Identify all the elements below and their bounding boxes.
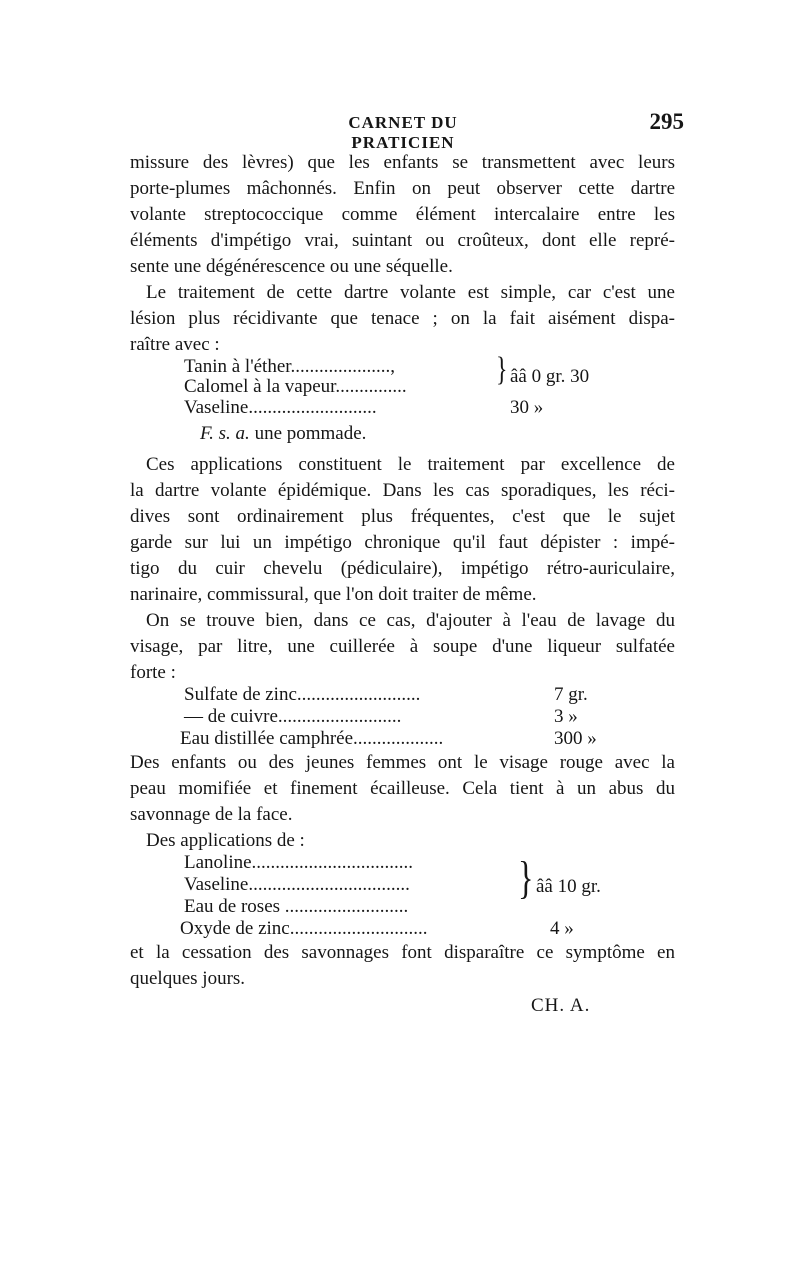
running-title: CARNET DU PRATICIEN <box>348 113 458 152</box>
rx-item-sulfate-zinc: Sulfate de zinc.......................... <box>184 684 421 705</box>
page-number: 295 <box>649 109 684 134</box>
text-line: quelques jours. <box>130 968 246 989</box>
brace-symbol: } <box>518 852 534 903</box>
rx-instruction-abbr: F. s. a. <box>200 423 250 444</box>
text-line: narinaire, commissural, que l'on doit traiter de même. <box>130 584 537 605</box>
rx-dose-oxyde-zinc: 4 » <box>550 918 574 939</box>
rx-instruction-text: une pommade. <box>254 423 367 444</box>
author-signature: CH. A. <box>531 995 591 1016</box>
page-header <box>0 109 800 152</box>
rx-item-eau-roses: Eau de roses .......................... <box>184 896 409 917</box>
text-line: savonnage de la face. <box>130 804 293 825</box>
text-line: Le traitement de cette dartre volante est simple, car c'est une <box>146 282 675 303</box>
text-line: peau momifiée et finement écailleuse. Cela tient à un abus du <box>130 778 675 799</box>
text-line: porte-plumes mâchonnés. Enfin on peut observer cette dartre <box>130 178 675 199</box>
text-line: garde sur lui un impétigo chronique qu'il faut dépister : impé- <box>130 532 675 553</box>
text-line: la dartre volante épidémique. Dans les cas sporadiques, les réci- <box>130 480 675 501</box>
rx-dose-sulfate-zinc: 7 gr. <box>554 684 588 705</box>
text-line: tigo du cuir chevelu (pédiculaire), impétigo rétro-auriculaire, <box>130 558 675 579</box>
text-line: volante streptococcique comme élément intercalaire entre les <box>130 204 675 225</box>
text-line: lésion plus récidivante que tenace ; on la fait aisément dispa- <box>130 308 675 329</box>
text-line: missure des lèvres) que les enfants se transmettent avec leurs <box>130 152 675 173</box>
rx-item-sulfate-cuivre: — de cuivre.......................... <box>184 706 402 727</box>
rx-dose-grouped: ââ 10 gr. <box>536 876 601 897</box>
text-line: Des enfants ou des jeunes femmes ont le visage rouge avec la <box>130 752 675 773</box>
text-line: éléments d'impétigo vrai, suintant ou croûteux, dont elle repré- <box>130 230 675 251</box>
rx-dose-eau-distillee: 300 » <box>554 728 597 749</box>
rx-item-tanin: Tanin à l'éther....................., <box>184 356 396 377</box>
rx-instruction <box>200 423 366 445</box>
text-line: On se trouve bien, dans ce cas, d'ajouter à l'eau de lavage du <box>146 610 675 631</box>
rx-item-lanoline: Lanoline.................................. <box>184 852 414 873</box>
text-line: visage, par litre, une cuillerée à soupe d'une liqueur sulfatée <box>130 636 675 657</box>
text-line: forte : <box>130 662 176 683</box>
rx-item-vaseline: Vaseline........................... <box>184 397 377 418</box>
brace-symbol: } <box>496 351 508 388</box>
text-line: sente une dégénérescence ou une séquelle. <box>130 256 453 277</box>
rx-item-eau-distillee: Eau distillée camphrée................... <box>180 728 444 749</box>
rx-item-calomel: Calomel à la vapeur............... <box>184 376 407 397</box>
text-line: Des applications de : <box>146 830 305 851</box>
rx-dose-grouped: ââ 0 gr. 30 <box>510 366 590 387</box>
rx-item-oxyde-zinc: Oxyde de zinc............................. <box>180 918 428 939</box>
text-line: et la cessation des savonnages font disparaître ce symptôme en <box>130 942 675 963</box>
text-line: Ces applications constituent le traitement par excellence de <box>146 454 675 475</box>
text-line: dives sont ordinairement plus fréquentes, c'est que le sujet <box>130 506 675 527</box>
rx-dose-vaseline: 30 » <box>510 397 544 418</box>
rx-item-vaseline: Vaseline.................................. <box>184 874 410 895</box>
text-line: raître avec : <box>130 334 220 355</box>
rx-dose-sulfate-cuivre: 3 » <box>554 706 578 727</box>
